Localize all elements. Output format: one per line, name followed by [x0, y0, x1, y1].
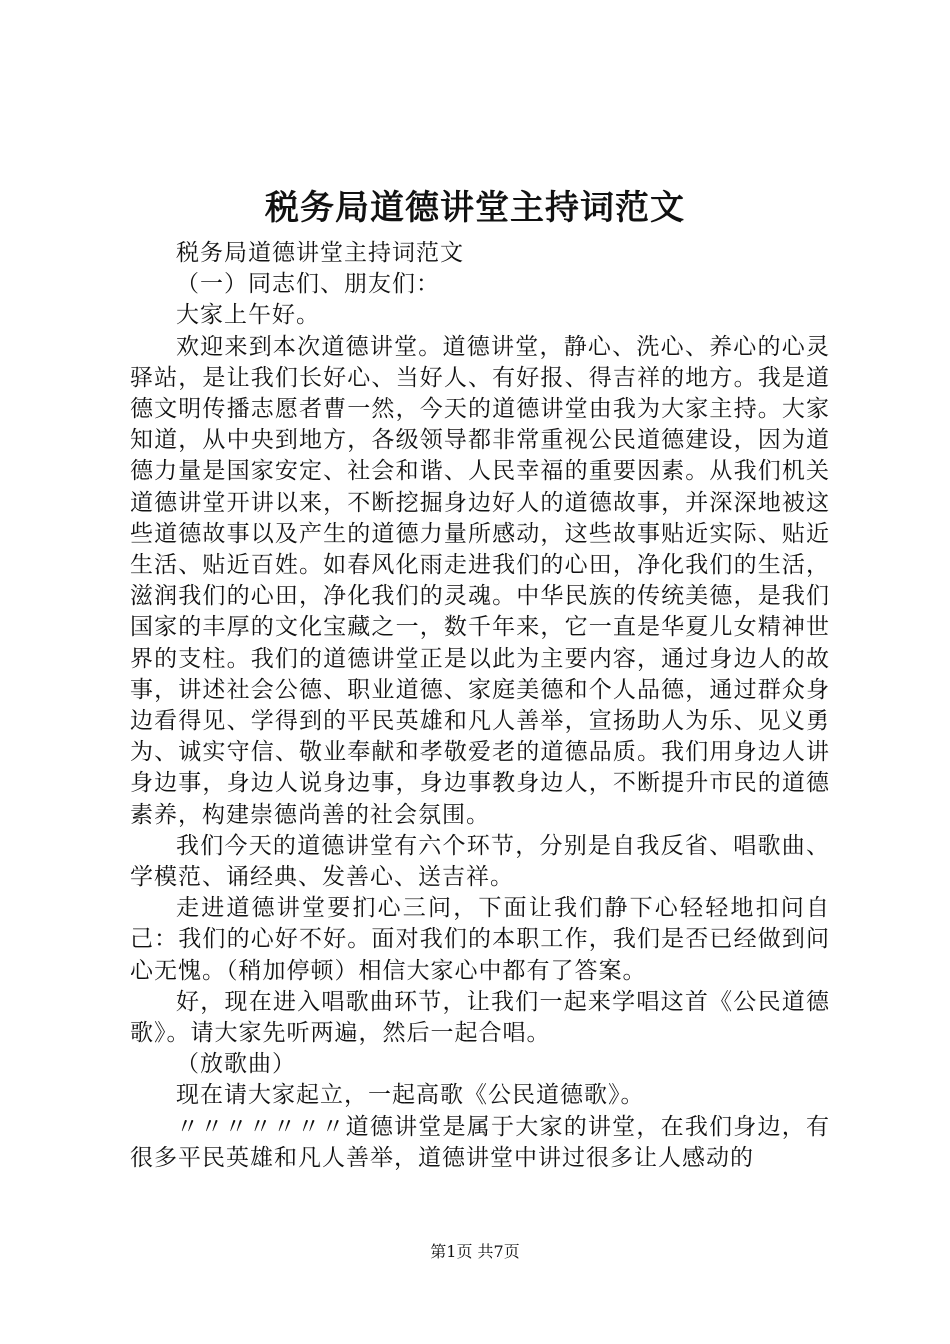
- document-title: 税务局道德讲堂主持词范文: [265, 188, 685, 228]
- paragraph: 走进道德讲堂要扪心三问，下面让我们静下心轻轻地扣问自己：我们的心好不好。面对我们的本职工作，我们是否已经做到问心无愧。（稍加停顿）相信大家心中都有了答案。: [130, 895, 830, 984]
- paragraph: （放歌曲）: [176, 1051, 296, 1078]
- paragraph: 现在请大家起立，一起高歌《公民道德歌》。: [176, 1082, 645, 1109]
- paragraph: （一）同志们、朋友们：: [176, 271, 440, 298]
- paragraph: 我们今天的道德讲堂有六个环节，分别是自我反省、唱歌曲、学模范、诵经典、发善心、送吉祥。: [130, 832, 830, 891]
- paragraph: 好，现在进入唱歌曲环节，让我们一起来学唱这首《公民道德歌》。请大家先听两遍，然后一起合唱。: [130, 988, 830, 1047]
- page-footer: 第1页 共7页: [430, 1242, 520, 1261]
- paragraph: 〃〃〃〃〃〃〃道德讲堂是属于大家的讲堂，在我们身边，有很多平民英雄和凡人善举，道德讲堂中讲过很多让人感动的: [130, 1113, 830, 1171]
- paragraph: 税务局道德讲堂主持词范文: [176, 240, 464, 266]
- document-body: [130, 238, 830, 1174]
- paragraph: 欢迎来到本次道德讲堂。道德讲堂，静心、洗心、养心的心灵驿站，是让我们长好心、当好人、有好报、得吉祥的地方。我是道德文明传播志愿者曹一然，今天的道德讲堂由我为大家主持。大家知道，从中央到地方，各级领导都非常重视公民道德建设，因为道德力量是国家安定、社会和谐、人民幸福的重要因素。从我们机关道德讲堂开讲以来，不断挖掘身边好人的道德故事，并深深地被这些道德故事以及产生的道德力量所感动，这些故事贴近实际、贴近生活、贴近百姓。如春风化雨走进我们的心田，净化我们的生活，滋润我们的心田，净化我们的灵魂。中华民族的传统美德，是我们国家的丰厚的文化宝藏之一，数千年来，它一直是华夏儿女精神世界的支柱。我们的道德讲堂正是以此为主要内容，通过身边人的故事，讲述社会公德、职业道德、家庭美德和个人品德，通过群众身边看得见、学得到的平民英雄和凡人善举，宣扬助人为乐、见义勇为、诚实守信、敬业奉献和孝敬爱老的道德品质。我们用身边人讲身边事，身边人说身边事，身边事教身边人，不断提升市民的道德素养，构建崇德尚善的社会氛围。: [130, 333, 830, 828]
- paragraph: 大家上午好。: [176, 302, 320, 329]
